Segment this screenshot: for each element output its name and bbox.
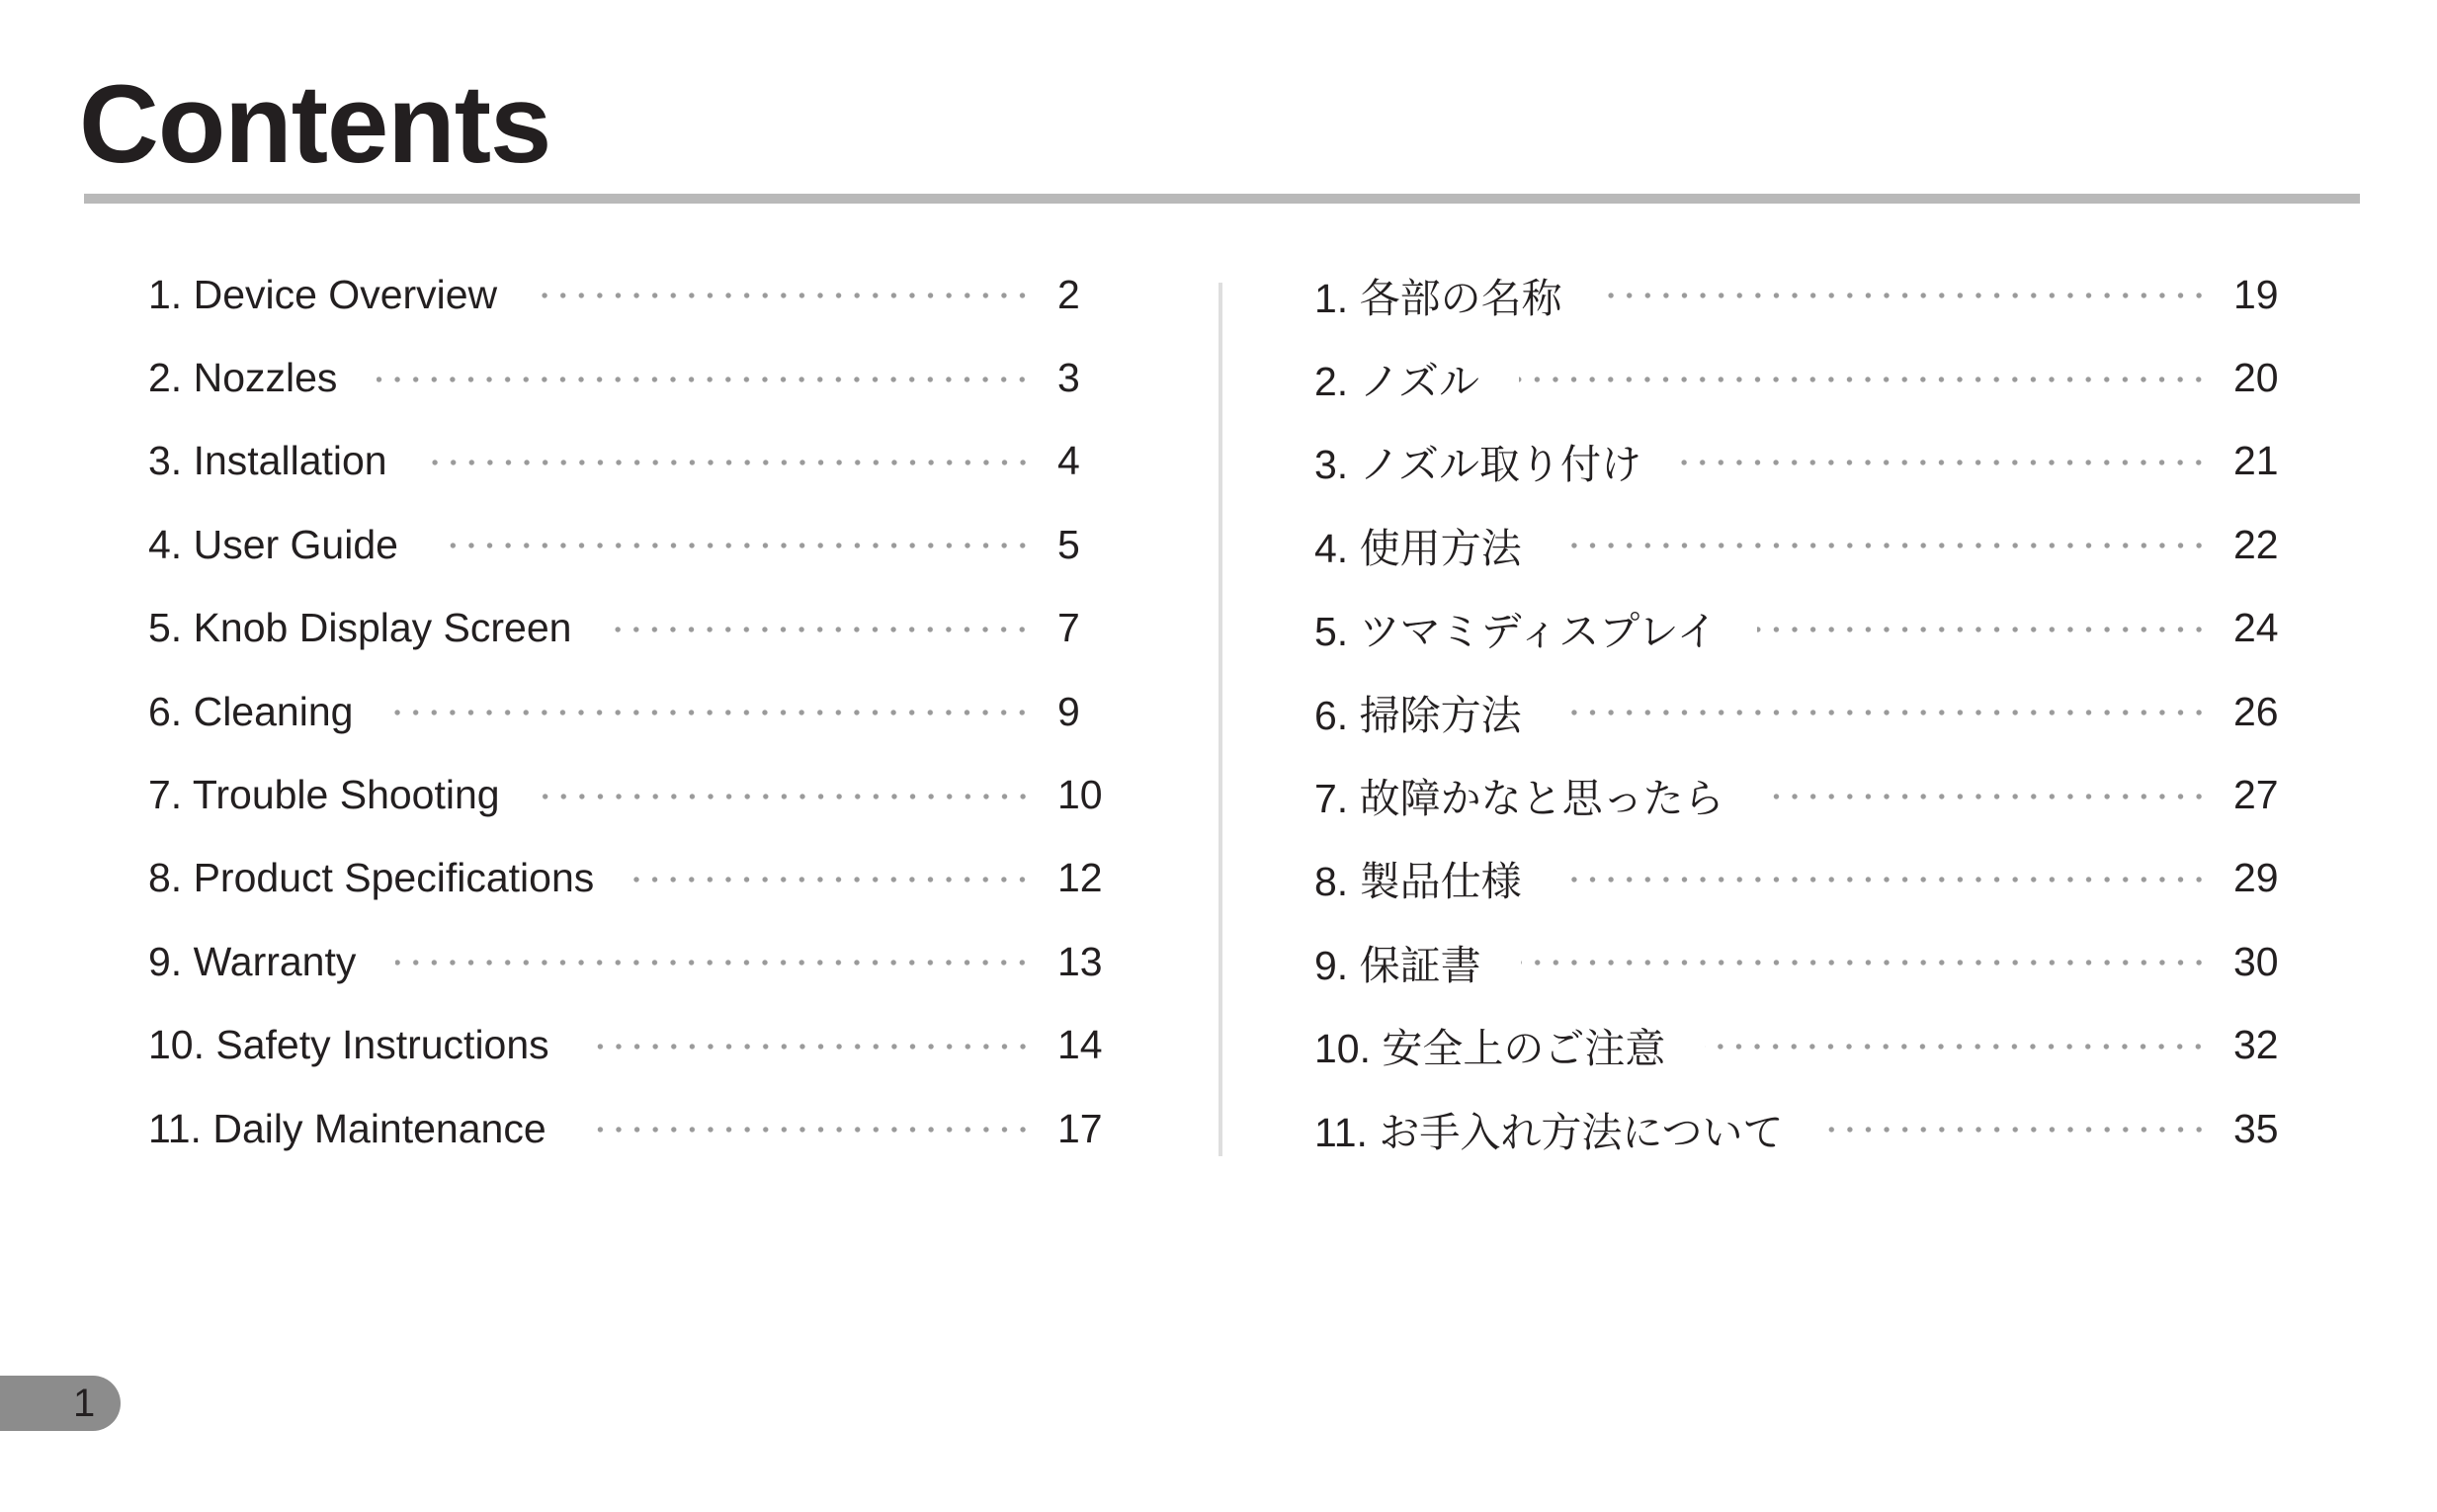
toc-entry-label: 4. User Guide [148,521,398,567]
toc-entry[interactable] [148,753,1127,836]
dot-leader [611,627,1032,632]
toc-entry-page: 29 [2233,855,2279,901]
toc-entry[interactable] [1314,503,2293,586]
toc-entry[interactable] [148,670,1127,753]
toc-entry[interactable] [148,1004,1127,1087]
toc-entry[interactable] [1314,420,2293,503]
dot-leader [1823,1127,2208,1133]
page-title: Contents [79,62,551,186]
toc-entry-label: 10. 安全上のご注意 [1314,1026,1666,1072]
toc-entry-page: 30 [2233,938,2279,984]
toc-entry[interactable] [1314,1087,2293,1170]
toc-entry[interactable] [148,1087,1127,1170]
toc-entry-label: 5. Knob Display Screen [148,605,572,651]
page-number-tab [0,1376,121,1431]
toc-entry-label: 1. 各部の名称 [1314,275,1562,321]
toc-entry-page: 14 [1057,1022,1103,1068]
dot-leader [1561,877,2208,882]
toc-entry-label: 11. Daily Maintenance [148,1105,546,1151]
toc-entry-label: 8. 製品仕様 [1314,859,1522,905]
toc-entry[interactable] [148,253,1127,336]
toc-entry-label: 3. ノズル取り付け [1314,442,1641,488]
toc-entry-page: 17 [1057,1105,1103,1151]
toc-entry-page: 12 [1057,855,1103,901]
toc-entry[interactable] [148,920,1127,1003]
toc-entry[interactable] [1314,670,2293,753]
toc-entry-page: 9 [1057,688,1080,734]
toc-entry[interactable] [1314,1004,2293,1087]
toc-entry-label: 11. お手入れ方法について [1314,1109,1784,1155]
toc-entry[interactable] [1314,587,2293,670]
toc-entry[interactable] [148,587,1127,670]
toc-entry-page: 27 [2233,772,2279,818]
toc-entry-label: 6. Cleaning [148,688,354,734]
toc-entry-page: 2 [1057,271,1080,317]
toc-entry-label: 10. Safety Instructions [148,1022,549,1068]
toc-entry-label: 7. 故障かなと思ったら [1314,776,1724,822]
toc-entry-page: 32 [2233,1022,2279,1068]
toc-entry-page: 10 [1057,772,1103,818]
toc-entry-label: 2. ノズル [1314,359,1479,405]
dot-leader [395,960,1032,966]
toc-entry-label: 3. Installation [148,438,387,484]
toc-entry-label: 4. 使用方法 [1314,525,1522,571]
dot-leader [1561,710,2208,715]
dot-leader [438,543,1032,548]
toc-entry-page: 21 [2233,438,2279,484]
dot-leader [537,293,1032,298]
dot-leader [1561,543,2208,548]
dot-leader [589,1044,1032,1050]
dot-leader [1519,377,2208,382]
toc-entry-label: 9. 保証書 [1314,942,1481,988]
dot-leader [1681,460,2208,465]
toc-entry[interactable] [148,837,1127,920]
dot-leader [633,877,1032,882]
toc-entry-page: 3 [1057,355,1080,401]
toc-entry[interactable] [148,420,1127,503]
dot-leader [586,1127,1032,1133]
toc-english [148,253,1127,1170]
toc-entry-label: 5. ツマミディスプレイ [1314,609,1718,655]
toc-entry-label: 6. 掃除方法 [1314,692,1522,738]
toc-entry[interactable] [1314,920,2293,1003]
toc-entry[interactable] [1314,336,2293,419]
toc-entry-label: 2. Nozzles [148,355,338,401]
toc-entry-page: 35 [2233,1105,2279,1151]
toc-entry-label: 1. Device Overview [148,271,498,317]
dot-leader [427,460,1032,465]
toc-entry[interactable] [1314,837,2293,920]
toc-entry-page: 26 [2233,688,2279,734]
toc-entry[interactable] [148,503,1127,586]
toc-entry-page: 5 [1057,521,1080,567]
toc-japanese [1314,253,2293,1170]
dot-leader [392,710,1032,715]
toc-entry-label: 7. Trouble Shooting [148,772,500,818]
toc-entry-page: 7 [1057,605,1080,651]
dot-leader [1705,1044,2208,1050]
toc-entry-page: 19 [2233,271,2279,317]
toc-entry[interactable] [1314,253,2293,336]
toc-entry-page: 20 [2233,355,2279,401]
page-number: 1 [73,1382,96,1425]
column-divider [1218,283,1222,1156]
dot-leader [1521,960,2208,966]
toc-entry-label: 9. Warranty [148,938,357,984]
toc-entry-page: 4 [1057,438,1080,484]
toc-entry-label: 8. Product Specifications [148,855,595,901]
dot-leader [1602,293,2208,298]
toc-entry-page: 13 [1057,938,1103,984]
toc-entry[interactable] [148,336,1127,419]
toc-entry-page: 22 [2233,521,2279,567]
dot-leader [1757,627,2208,632]
dot-leader [540,794,1032,799]
toc-entry[interactable] [1314,753,2293,836]
toc-entry-page: 24 [2233,605,2279,651]
dot-leader [377,377,1032,382]
title-rule [84,194,2360,204]
dot-leader [1764,794,2208,799]
